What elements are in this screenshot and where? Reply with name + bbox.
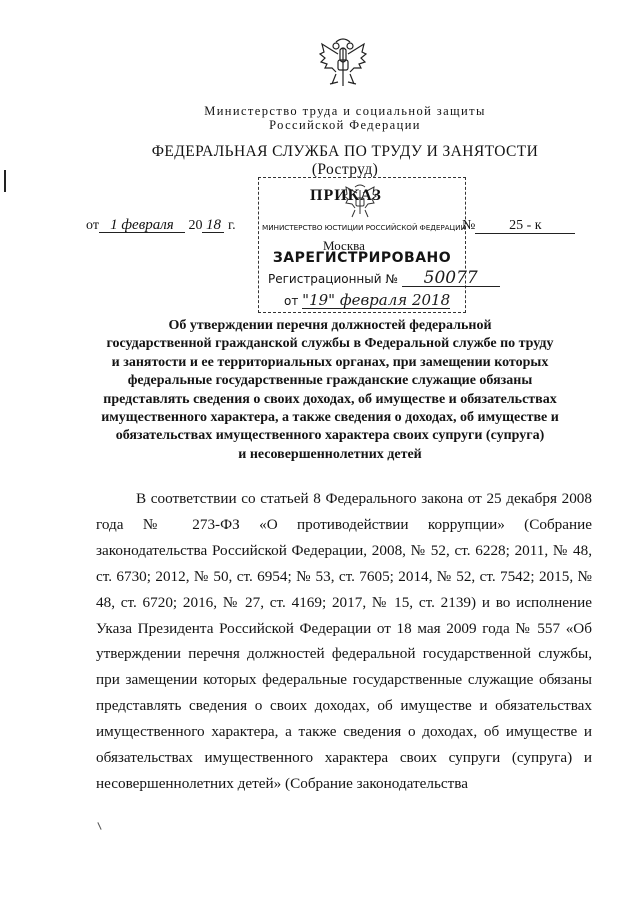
- stamp-date-line: [284, 293, 450, 309]
- stamp-registered-label: ЗАРЕГИСТРИРОВАНО: [272, 250, 452, 266]
- federal-service-name: [110, 143, 580, 179]
- document-title: [80, 317, 580, 464]
- title-line: государственной гражданской службы в Федеральной службе по труду: [106, 336, 554, 352]
- number-label: №: [462, 218, 476, 233]
- document-type-label: ПРИКАЗ: [310, 187, 382, 204]
- year-label: г.: [227, 218, 236, 233]
- coat-of-arms-emblem: [318, 34, 368, 90]
- year-prefix: 20: [188, 218, 203, 233]
- pen-mark: [97, 822, 101, 830]
- title-line: федеральные государственные гражданские служащие обязаны: [127, 373, 533, 389]
- title-line: и несовершеннолетних детей: [238, 446, 422, 462]
- order-city: Москва: [323, 238, 365, 253]
- service-line-1: ФЕДЕРАЛЬНАЯ СЛУЖБА ПО ТРУДУ И ЗАНЯТОСТИ: [151, 143, 539, 160]
- ministry-name: [150, 104, 540, 132]
- stamp-ministry-name: МИНИСТЕРСТВО ЮСТИЦИИ РОССИЙСКОЙ ФЕДЕРАЦИИ: [262, 223, 466, 232]
- title-line: имущественного характера, а также сведения о доходах, об имуществе и: [101, 410, 559, 426]
- order-date-line: [86, 218, 236, 234]
- margin-mark: [4, 170, 6, 192]
- order-year-suffix: 18: [202, 218, 224, 233]
- order-number: 25 - к: [475, 219, 575, 234]
- stamp-registration-number-line: [268, 268, 500, 288]
- stamp-date-prefix: от: [284, 294, 299, 308]
- order-number-line: [462, 218, 575, 234]
- title-line: и занятости и ее территориальных органах, при замещении которых: [111, 354, 549, 370]
- title-line: представлять сведения о своих доходах, об имуществе и обязательствах: [103, 391, 557, 407]
- date-prefix: от: [86, 218, 99, 233]
- title-line: обязательствах имущественного характера своих супруги (супруга): [115, 428, 545, 444]
- service-line-2: (Роструд): [311, 161, 379, 178]
- body-paragraph: В соответствии со статьей 8 Федерального закона от 25 декабря 2008 года № 273-ФЗ «О противодействии коррупции» (Собрание законодательства Российской Федерации, 2008, № 52, ст. 6228; 2011, № 48, ст. 6730; 2012, № 50, ст. 6954; № 53, ст. 7605; 2014, № 52, ст. 7542; 2015, № 48, ст. 6720; 2016, № 27, ст. 4169; 2017, № 15, ст. 2139) и во исполнение Указа Президента Российской Федерации от 18 мая 2009 года № 557 «Об утверждении перечня должностей федеральной государственной службы, при замещении которых федеральные государственные служащие обязаны представлять сведения о своих доходах, об имуществе и обязательствах имущественного характера, а также сведения о доходах, об имуществе и обязательствах имущественного характера своих супруги (супруга) и несовершеннолетних детей» (Собрание законодательства: [96, 490, 592, 792]
- stamp-date-value: "19" февраля 2018: [302, 291, 451, 309]
- stamp-reg-label: Регистрационный №: [268, 272, 398, 286]
- ministry-line-1: Министерство труда и социальной защиты: [204, 104, 486, 118]
- stamp-reg-number: 50077: [402, 271, 500, 287]
- ministry-line-2: Российской Федерации: [269, 118, 421, 132]
- title-line: Об утверждении перечня должностей федеральной: [168, 318, 492, 333]
- order-day-month: 1 февраля: [99, 218, 185, 233]
